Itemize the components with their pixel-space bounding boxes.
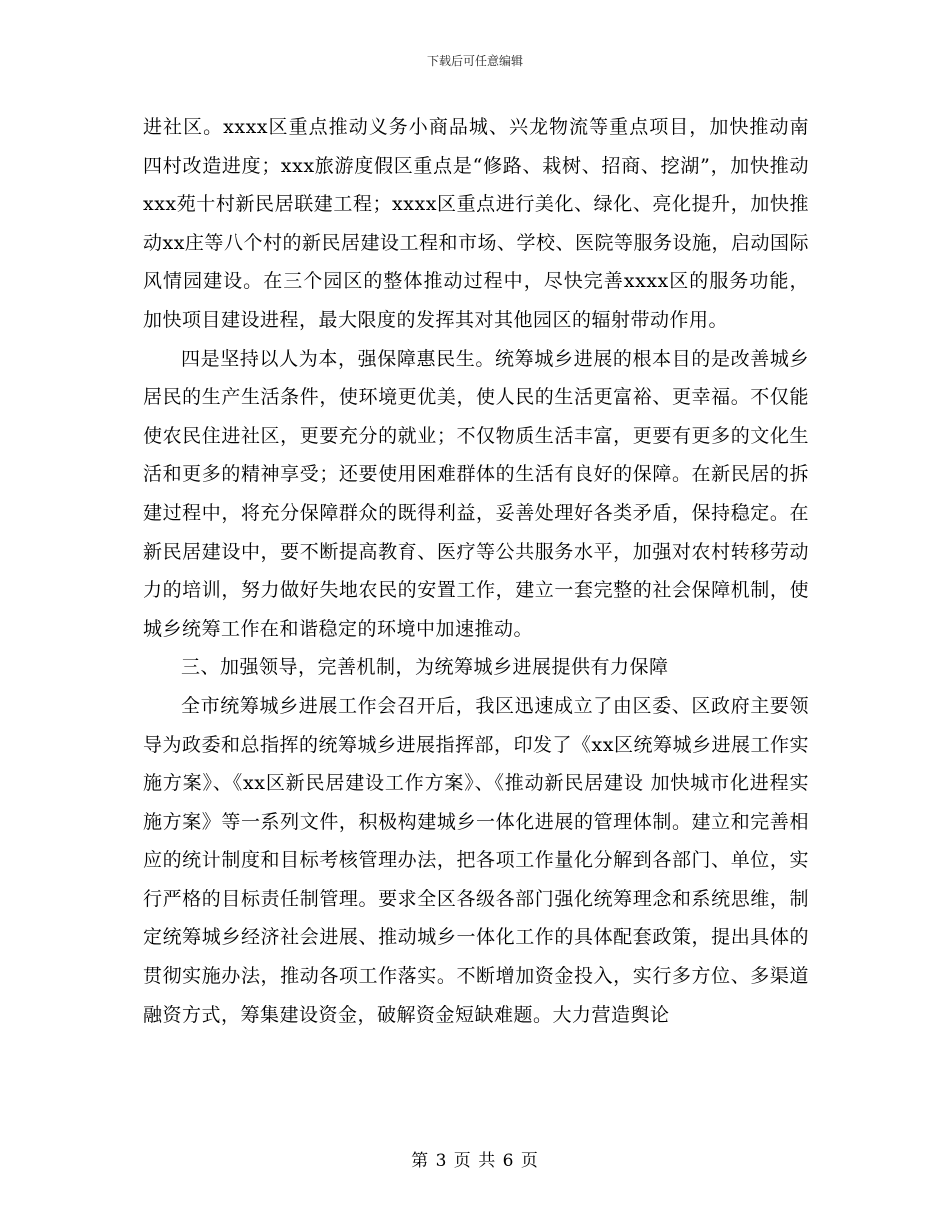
document-body [143, 108, 809, 1034]
paragraph-people-oriented: 四是坚持以人为本，强保障惠民生。统筹城乡进展的根本目的是改善城乡居民的生产生活条件，使环境更优美，使人民的生活更富裕、更幸福。不仅能使农民住进社区，更要充分的就业；不仅物质生活丰富，更要有更多的文化生活和更多的精神享受；还要使用困难群体的生活有良好的保障。在新民居的拆建过程中，将充分保障群众的既得利益，妥善处理好各类矛盾，保持稳定。在新民居建设中，要不断提高教育、医疗等公共服务水平，加强对农村转移劳动力的培训，努力做好失地农民的安置工作，建立一套完整的社会保障机制，使城乡统筹工作在和谐稳定的环境中加速推动。 [143, 347, 809, 640]
paragraph-mechanism: 全市统筹城乡进展工作会召开后，我区迅速成立了由区委、区政府主要领导为政委和总指挥的统筹城乡进展指挥部，印发了《xx区统筹城乡进展工作实施方案》、《xx区新民居建设工作方案》、《推动新民居建设 加快城市化进程实施方案》等一系列文件，积极构建城乡一体化进展的管理体制。建立和完善相应的统计制度和目标考核管理办法，把各项工作量化分解到各部门、单位，实行严格的目标责任制管理。要求全区各级各部门强化统筹理念和系统思维，制定统筹城乡经济社会进展、推动城乡一体化工作的具体配套政策，提出具体的贯彻实施办法，推动各项工作落实。不断增加资金投入，实行多方位、多渠道融资方式，筹集建设资金，破解资金短缺难题。大力营造舆论 [143, 694, 809, 1026]
page-number: 第 3 页 共 6 页 [411, 1151, 539, 1171]
page-header-note: 下载后可任意编辑 [426, 54, 523, 68]
paragraph-continuation: 进社区。xxxx区重点推动义务小商品城、兴龙物流等重点项目，加快推动南四村改造进度；xxx旅游度假区重点是“修路、栽树、招商、挖湖”，加快推动xxx苑十村新民居联建工程；xxxx区重点进行美化、绿化、亮化提升，加快推动xx庄等八个村的新民居建设工程和市场、学校、医院等服务设施，启动国际风情园建设。在三个园区的整体推动过程中，尽快完善xxxx区的服务功能，加快项目建设进程，最大限度的发挥其对其他园区的辐射带动作用。 [143, 116, 809, 331]
section-heading-leadership: 三、加强领导，完善机制，为统筹城乡进展提供有力保障 [181, 656, 669, 679]
